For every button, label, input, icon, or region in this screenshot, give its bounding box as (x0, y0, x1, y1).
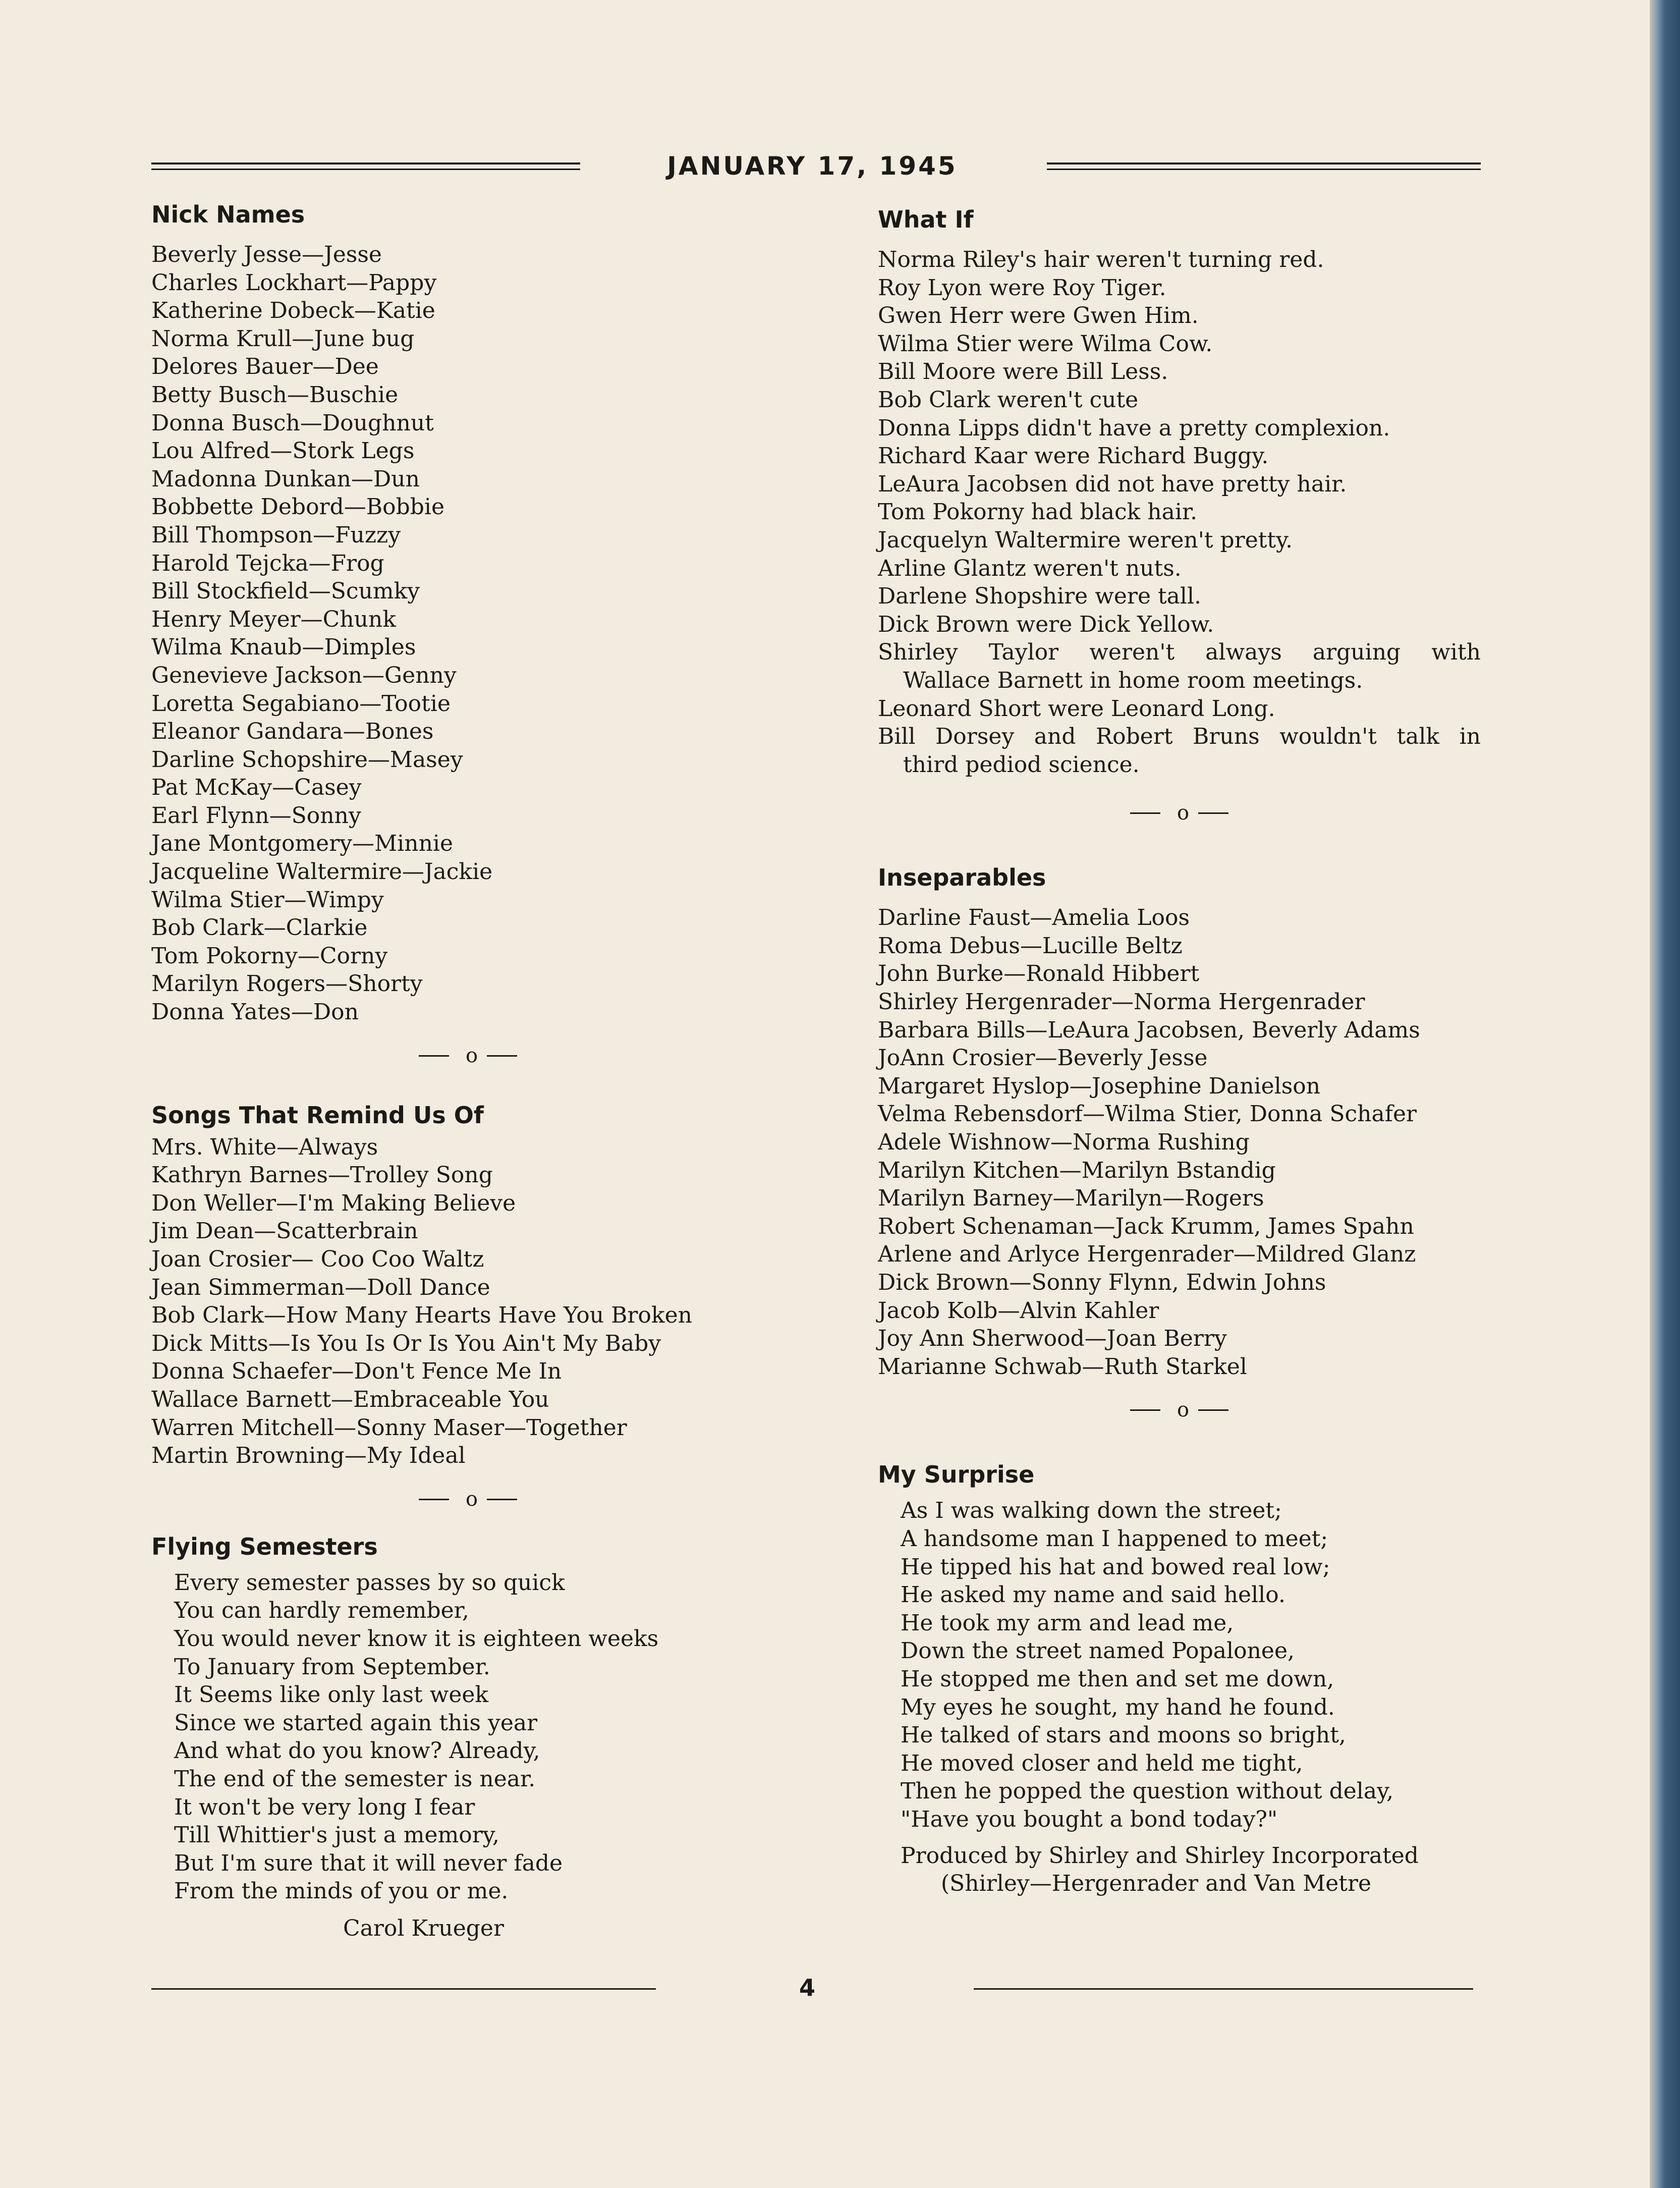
list-item: My eyes he sought, my hand he found. (901, 1694, 1335, 1720)
list-item: Norma Krull—June bug (151, 325, 415, 352)
list-item: Roy Lyon were Roy Tiger. (878, 275, 1166, 301)
list-item: Dick Mitts—Is You Is Or Is You Ain't My Baby (151, 1330, 661, 1356)
list-item: Bob Clark—How Many Hearts Have You Broken (151, 1302, 692, 1329)
list-item: Charles Lockhart—Pappy (151, 269, 437, 296)
list-item: Mrs. White—Always (151, 1134, 378, 1160)
list-item: Delores Bauer—Dee (151, 354, 379, 380)
credit-line: (Shirley—Hergenrader and Van Metre (941, 1871, 1372, 1897)
flying-semesters-section (151, 1531, 757, 1943)
right-column (878, 204, 1481, 1898)
list-item: Donna Yates—Don (151, 999, 359, 1025)
list-item: Joan Crosier— Coo Coo Waltz (151, 1246, 484, 1272)
list-item: He tipped his hat and bowed real low; (901, 1554, 1330, 1580)
list-item: Bill Moore were Bill Less. (878, 359, 1168, 385)
list-item: Beverly Jesse—Jesse (151, 242, 382, 267)
list-item: Betty Busch—Buschie (151, 381, 399, 408)
list-item: Pat McKay—Casey (151, 775, 362, 801)
list-item: And what do you know? Already, (174, 1738, 540, 1764)
list-item: Marilyn Barney—Marilyn—Rogers (878, 1185, 1264, 1212)
list-item: Dick Brown—Sonny Flynn, Edwin Johns (878, 1270, 1326, 1295)
list-item: You can hardly remember, (174, 1598, 469, 1624)
binding-edge (1650, 0, 1680, 2188)
list-item: Velma Rebensdorf—Wilma Stier, Donna Schafer (878, 1101, 1417, 1127)
list-item: Darline Faust—Amelia Loos (878, 905, 1190, 931)
list-item: He took my arm and lead me, (901, 1610, 1234, 1636)
list-item: Genevieve Jackson—Genny (151, 662, 457, 688)
page-number: 4 (799, 1974, 815, 2001)
list-item: Jim Dean—Scatterbrain (151, 1218, 418, 1244)
list-item: Leonard Short were Leonard Long. (878, 695, 1275, 722)
nick-names-section (151, 199, 757, 1026)
songs-list (151, 1133, 757, 1470)
list-item: You would never know it is eighteen weeks (174, 1625, 659, 1652)
footer-rule-right (974, 1988, 1473, 1990)
list-item: Henry Meyer—Chunk (151, 606, 396, 632)
list-item: Margaret Hyslop—Josephine Danielson (878, 1073, 1321, 1099)
section-divider: o (1095, 1396, 1271, 1424)
list-item: The end of the semester is near. (174, 1766, 536, 1792)
section-divider: o (383, 1042, 560, 1070)
list-item: Wilma Stier were Wilma Cow. (878, 331, 1213, 357)
list-item: John Burke—Ronald Hibbert (878, 961, 1200, 987)
credit-line: Produced by Shirley and Shirley Incorporated (901, 1842, 1419, 1869)
list-item: Jane Montgomery—Minnie (151, 831, 454, 857)
list-item: Every semester passes by so quick (174, 1569, 565, 1596)
list-item: Katherine Dobeck—Katie (151, 298, 435, 324)
what-if-title: What If (878, 206, 974, 233)
list-item: Since we started again this year (174, 1710, 538, 1736)
left-column (151, 199, 757, 1942)
list-item: Richard Kaar were Richard Buggy. (878, 443, 1269, 469)
list-item: To January from September. (174, 1654, 490, 1680)
list-item: But I'm sure that it will never fade (174, 1850, 563, 1876)
my-surprise-poem (878, 1497, 1481, 1833)
list-item: Roma Debus—Lucille Beltz (878, 933, 1183, 959)
songs-title: Songs That Remind Us Of (151, 1101, 484, 1129)
list-item: Down the street named Popalonee, (901, 1638, 1295, 1664)
what-if-list (878, 246, 1481, 779)
list-item: Don Weller—I'm Making Believe (151, 1190, 516, 1216)
page-date: JANUARY 17, 1945 (667, 151, 958, 181)
nick-names-list (151, 241, 757, 1026)
list-item: Loretta Segabiano—Tootie (151, 690, 451, 717)
list-item: Jacqueline Waltermire—Jackie (151, 859, 493, 885)
header-rule-left (151, 162, 580, 170)
list-item: Shirley Hergenrader—Norma Hergenrader (878, 989, 1365, 1015)
flying-semesters-poem (151, 1569, 757, 1905)
my-surprise-title: My Surprise (878, 1461, 1035, 1489)
list-item: Jacob Kolb—Alvin Kahler (878, 1297, 1159, 1324)
list-item: Marilyn Rogers—Shorty (151, 971, 423, 997)
list-item: Donna Busch—Doughnut (151, 410, 434, 436)
list-item: Shirley Taylor weren't always arguing with (878, 639, 1481, 666)
nick-names-title: Nick Names (151, 201, 305, 228)
list-item: JoAnn Crosier—Beverly Jesse (878, 1045, 1208, 1071)
list-item: Robert Schenaman—Jack Krumm, James Spahn (878, 1213, 1414, 1239)
list-item: "Have you bought a bond today?" (901, 1806, 1278, 1832)
list-item: From the minds of you or me. (174, 1878, 509, 1904)
list-item: Bill Thompson—Fuzzy (151, 522, 401, 548)
list-item: Arline Glantz weren't nuts. (878, 555, 1182, 581)
list-item: Arlene and Arlyce Hergenrader—Mildred Glanz (878, 1241, 1416, 1268)
list-item: Harold Tejcka—Frog (151, 550, 384, 576)
list-item: Donna Lipps didn't have a pretty complexion. (878, 415, 1390, 441)
list-item: Earl Flynn—Sonny (151, 802, 361, 829)
list-item: He asked my name and said hello. (901, 1582, 1285, 1608)
list-item: Wilma Knaub—Dimples (151, 634, 416, 661)
list-item: Dick Brown were Dick Yellow. (878, 611, 1214, 637)
list-item: Wilma Stier—Wimpy (151, 887, 384, 913)
list-item: Bob Clark—Clarkie (151, 915, 368, 941)
inseparables-section (878, 862, 1481, 1381)
list-item: Marianne Schwab—Ruth Starkel (878, 1353, 1247, 1380)
section-divider: o (1095, 799, 1271, 827)
list-item: Eleanor Gandara—Bones (151, 719, 434, 745)
list-item: Bobbette Debord—Bobbie (151, 494, 445, 520)
list-item: Madonna Dunkan—Dun (151, 466, 420, 492)
list-item: Then he popped the question without delay, (901, 1778, 1394, 1804)
list-item: Jacquelyn Waltermire weren't pretty. (878, 527, 1293, 553)
flying-semesters-title: Flying Semesters (151, 1533, 378, 1560)
header-rule-right (1047, 162, 1481, 170)
list-item: Joy Ann Sherwood—Joan Berry (878, 1326, 1227, 1352)
list-item: A handsome man I happened to meet; (901, 1525, 1328, 1552)
list-item: Tom Pokorny had black hair. (878, 499, 1198, 525)
list-item: Kathryn Barnes—Trolley Song (151, 1162, 493, 1188)
list-item: Gwen Herr were Gwen Him. (878, 303, 1199, 329)
list-item: He talked of stars and moons so bright, (901, 1722, 1346, 1748)
poem-author: Carol Krueger (343, 1915, 504, 1941)
list-item: Bill Dorsey and Robert Bruns wouldn't talk in (878, 724, 1481, 750)
list-item: Wallace Barnett—Embraceable You (151, 1386, 549, 1412)
list-item: LeAura Jacobsen did not have pretty hair. (878, 471, 1347, 497)
list-item: He moved closer and held me tight, (901, 1750, 1303, 1776)
section-divider: o (383, 1485, 560, 1513)
list-item: third pediod science. (903, 751, 1140, 778)
list-item: Bob Clark weren't cute (878, 387, 1139, 413)
my-surprise-section (878, 1459, 1481, 1897)
inseparables-list (878, 904, 1481, 1381)
list-item: Warren Mitchell—Sonny Maser—Together (151, 1414, 627, 1441)
list-item: Tom Pokorny—Corny (151, 943, 388, 969)
list-item: Jean Simmerman—Doll Dance (151, 1274, 490, 1300)
list-item: It Seems like only last week (174, 1682, 489, 1708)
list-item: Darline Schopshire—Masey (151, 746, 463, 773)
list-item: Lou Alfred—Stork Legs (151, 438, 415, 464)
list-item: Donna Schaefer—Don't Fence Me In (151, 1358, 562, 1385)
list-item: Adele Wishnow—Norma Rushing (878, 1129, 1250, 1156)
list-item: Till Whittier's just a memory, (174, 1822, 499, 1848)
list-item: Marilyn Kitchen—Marilyn Bstandig (878, 1157, 1276, 1183)
footer-rule-left (151, 1988, 656, 1990)
list-item: Bill Stockfield—Scumky (151, 578, 420, 605)
list-item: Martin Browning—My Ideal (151, 1443, 466, 1469)
list-item: It won't be very long I fear (174, 1794, 475, 1820)
songs-section (151, 1100, 757, 1470)
list-item: Wallace Barnett in home room meetings. (903, 667, 1363, 693)
inseparables-title: Inseparables (878, 864, 1046, 892)
list-item: Norma Riley's hair weren't turning red. (878, 247, 1324, 272)
what-if-section (878, 204, 1481, 779)
list-item: As I was walking down the street; (901, 1498, 1282, 1524)
list-item: Barbara Bills—LeAura Jacobsen, Beverly Adams (878, 1017, 1420, 1043)
list-item: Darlene Shopshire were tall. (878, 583, 1202, 610)
list-item: He stopped me then and set me down, (901, 1666, 1334, 1692)
